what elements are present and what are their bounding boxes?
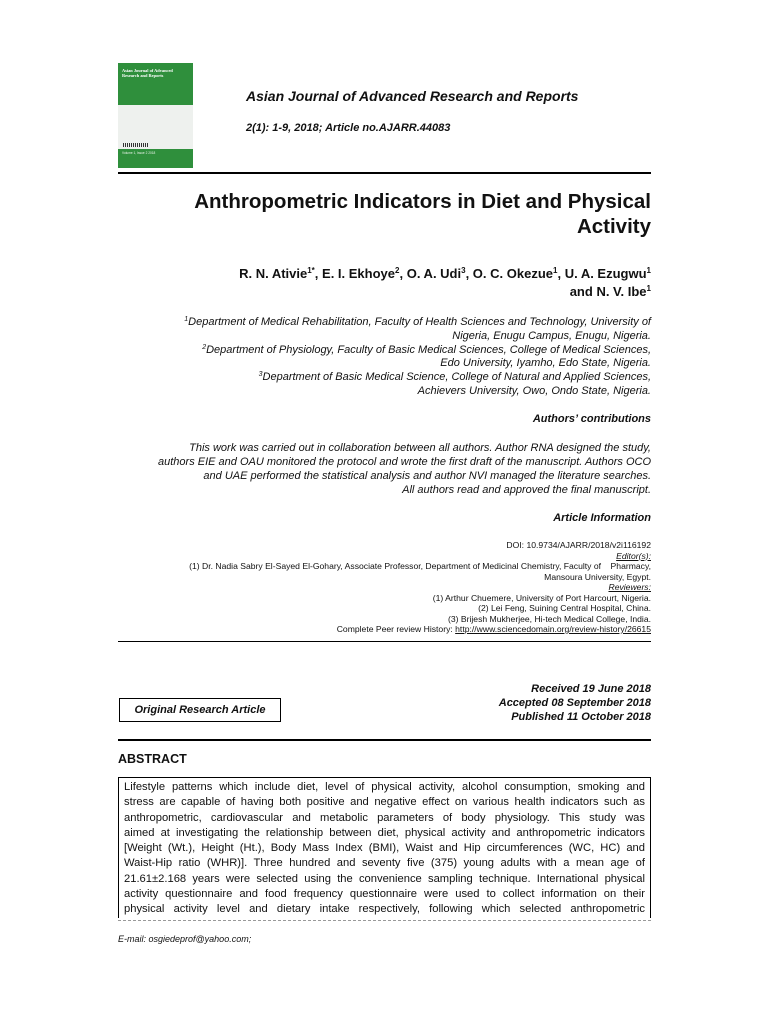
author-name: E. I. Ekhoye xyxy=(322,266,396,281)
abstract-line: anthropometric, cardiovascular and metabolic parameters of body physiology. This study was xyxy=(124,811,645,824)
reviewer-line: (1) Arthur Chuemere, University of Port Harcourt, Nigeria. xyxy=(432,592,651,603)
abstract-line: 21.61±2.168 years were selected using the convenience sampling technique. International physical xyxy=(124,872,645,885)
contributions-line: All authors read and approved the final manuscript. xyxy=(402,484,651,496)
corresponding-email: E-mail: osgiedeprof@yahoo.com; xyxy=(118,934,252,944)
abstract-line: Lifestyle patterns which include diet, level of physical activity, alcohol consumption, smoking and xyxy=(124,781,645,793)
cover-title: Asian Journal of Advanced Research and Reports xyxy=(122,68,173,79)
paper-title-line: Anthropometric Indicators in Diet and Physical xyxy=(194,190,651,213)
affil-number: 1 xyxy=(184,316,189,323)
abstract-line: physical activity level and dietary intake respectively, following which selected anthropometric xyxy=(124,903,645,916)
paper-title xyxy=(160,189,651,239)
journal-name: Asian Journal of Advanced Research and Reports xyxy=(246,88,579,104)
reviewers-label: Reviewers: xyxy=(608,582,651,592)
reviewer-line: (3) Brijesh Mukherjee, Hi-tech Medical College, India. xyxy=(448,613,651,624)
footnote-separator xyxy=(118,920,651,921)
contributions-line: This work was carried out in collaboration between all authors. Author RNA designed the study, xyxy=(189,442,651,454)
author-name: O. A. Udi xyxy=(406,266,462,281)
review-history-label: Complete Peer review History: xyxy=(336,624,456,634)
affiliation-text: Department of Medical Rehabilitation, Faculty of Health Sciences and Technology, University of xyxy=(188,316,651,328)
received-date: Received 19 June 2018 xyxy=(531,683,651,695)
affiliation-text: Department of Basic Medical Science, College of Natural and Applied Sciences, xyxy=(262,371,651,384)
author-affil-mark: 1 xyxy=(553,266,558,275)
contributions-line: authors EIE and OAU monitored the protocol and wrote the first draft of the manuscript. Authors OCO xyxy=(158,456,651,468)
author-name: N. V. Ibe xyxy=(596,284,647,299)
abstract-line: Waist-Hip ratio (WHR)]. Three hundred and seventy five (375) young adults with a mean age of xyxy=(124,857,645,870)
contributions-text xyxy=(118,441,651,497)
affiliation-text: Department of Physiology, Faculty of Basic Medical Sciences, College of Medical Sciences, xyxy=(206,343,651,356)
abstract-line: stress are capable of having both positive and negative effect on various health indicators such as xyxy=(124,796,645,809)
published-date: Published 11 October 2018 xyxy=(511,711,651,723)
review-history-link[interactable]: http://www.sciencedomain.org/review-history/26615 xyxy=(455,624,651,634)
abstract-line: [Weight (Wt.), Height (Ht.), Body Mass Index (BMI), Waist and Hip circumferences (WC, HC) and xyxy=(124,842,645,855)
article-info xyxy=(118,540,651,635)
contributions-heading: Authors’ contributions xyxy=(532,413,651,425)
cover-barcode xyxy=(123,143,149,147)
affiliation-list xyxy=(118,316,651,399)
author-name: O. C. Okezue xyxy=(472,266,553,281)
author-list: R. N. Ativie$^{1*}$, E. I. Ekhoye$^2$, O. A. Udi$^3$, O. C. Okezue$^1$, U. A. Ezugwu$^1$ and N. V. Ibe$^1$ xyxy=(239,266,651,299)
info-rule xyxy=(118,641,651,642)
article-info-heading: Article Information xyxy=(553,512,651,524)
editor-line: (1) Dr. Nadia Sabry El-Sayed El-Gohary, Associate Professor, Department of Medicinal Chemistry, Faculty of Pharmacy, xyxy=(189,561,651,571)
editor-line: Mansoura University, Egypt. xyxy=(544,571,651,582)
affil-number: 3 xyxy=(258,371,263,379)
abstract-line: activity questionnaire and food frequency questionnaire were used to collect information on their xyxy=(124,888,645,901)
accepted-date: Accepted 08 September 2018 xyxy=(498,697,651,709)
contributions-line: and UAE performed the statistical analysis and author NVI managed the literature searches. xyxy=(203,470,651,482)
abstract-line: aimed at investigating the relationship between diet, physical activity and anthropometric indicators xyxy=(124,826,645,839)
journal-issue: 2(1): 1-9, 2018; Article no.AJARR.44083 xyxy=(246,122,451,134)
affiliation-text: Nigeria, Enugu Campus, Enugu, Nigeria. xyxy=(452,329,651,342)
journal-cover-image xyxy=(118,63,193,168)
doi: DOI: 10.9734/AJARR/2018/v2i116192 xyxy=(506,540,651,550)
abstract-rule xyxy=(118,739,651,741)
author-affil-mark: 2 xyxy=(395,266,400,275)
author-name: U. A. Ezugwu xyxy=(564,266,647,281)
affiliation-text: Edo University, Iyamho, Edo State, Nigeria. xyxy=(440,357,651,370)
reviewer-line: (2) Lei Feng, Suining Central Hospital, China. xyxy=(478,603,651,613)
cover-subtitle: Volume 1, Issue 2 2018 xyxy=(122,151,156,155)
affil-number: 2 xyxy=(202,343,207,351)
publication-dates xyxy=(400,682,651,724)
affiliation-text: Achievers University, Owo, Ondo State, Nigeria. xyxy=(417,384,651,397)
header-rule xyxy=(118,172,651,174)
article-type-badge: Original Research Article xyxy=(119,698,281,722)
abstract-box xyxy=(118,777,651,918)
author-name: R. N. Ativie xyxy=(239,266,308,281)
author-affil-mark: 3 xyxy=(461,266,466,275)
author-affil-mark: 1 xyxy=(646,266,651,275)
author-affil-mark: 1* xyxy=(307,266,315,275)
abstract-heading: ABSTRACT xyxy=(118,752,187,766)
author-affil-mark: 1 xyxy=(646,284,651,293)
paper-title-line: Activity xyxy=(576,215,651,238)
editors-label: Editor(s): xyxy=(616,550,651,561)
